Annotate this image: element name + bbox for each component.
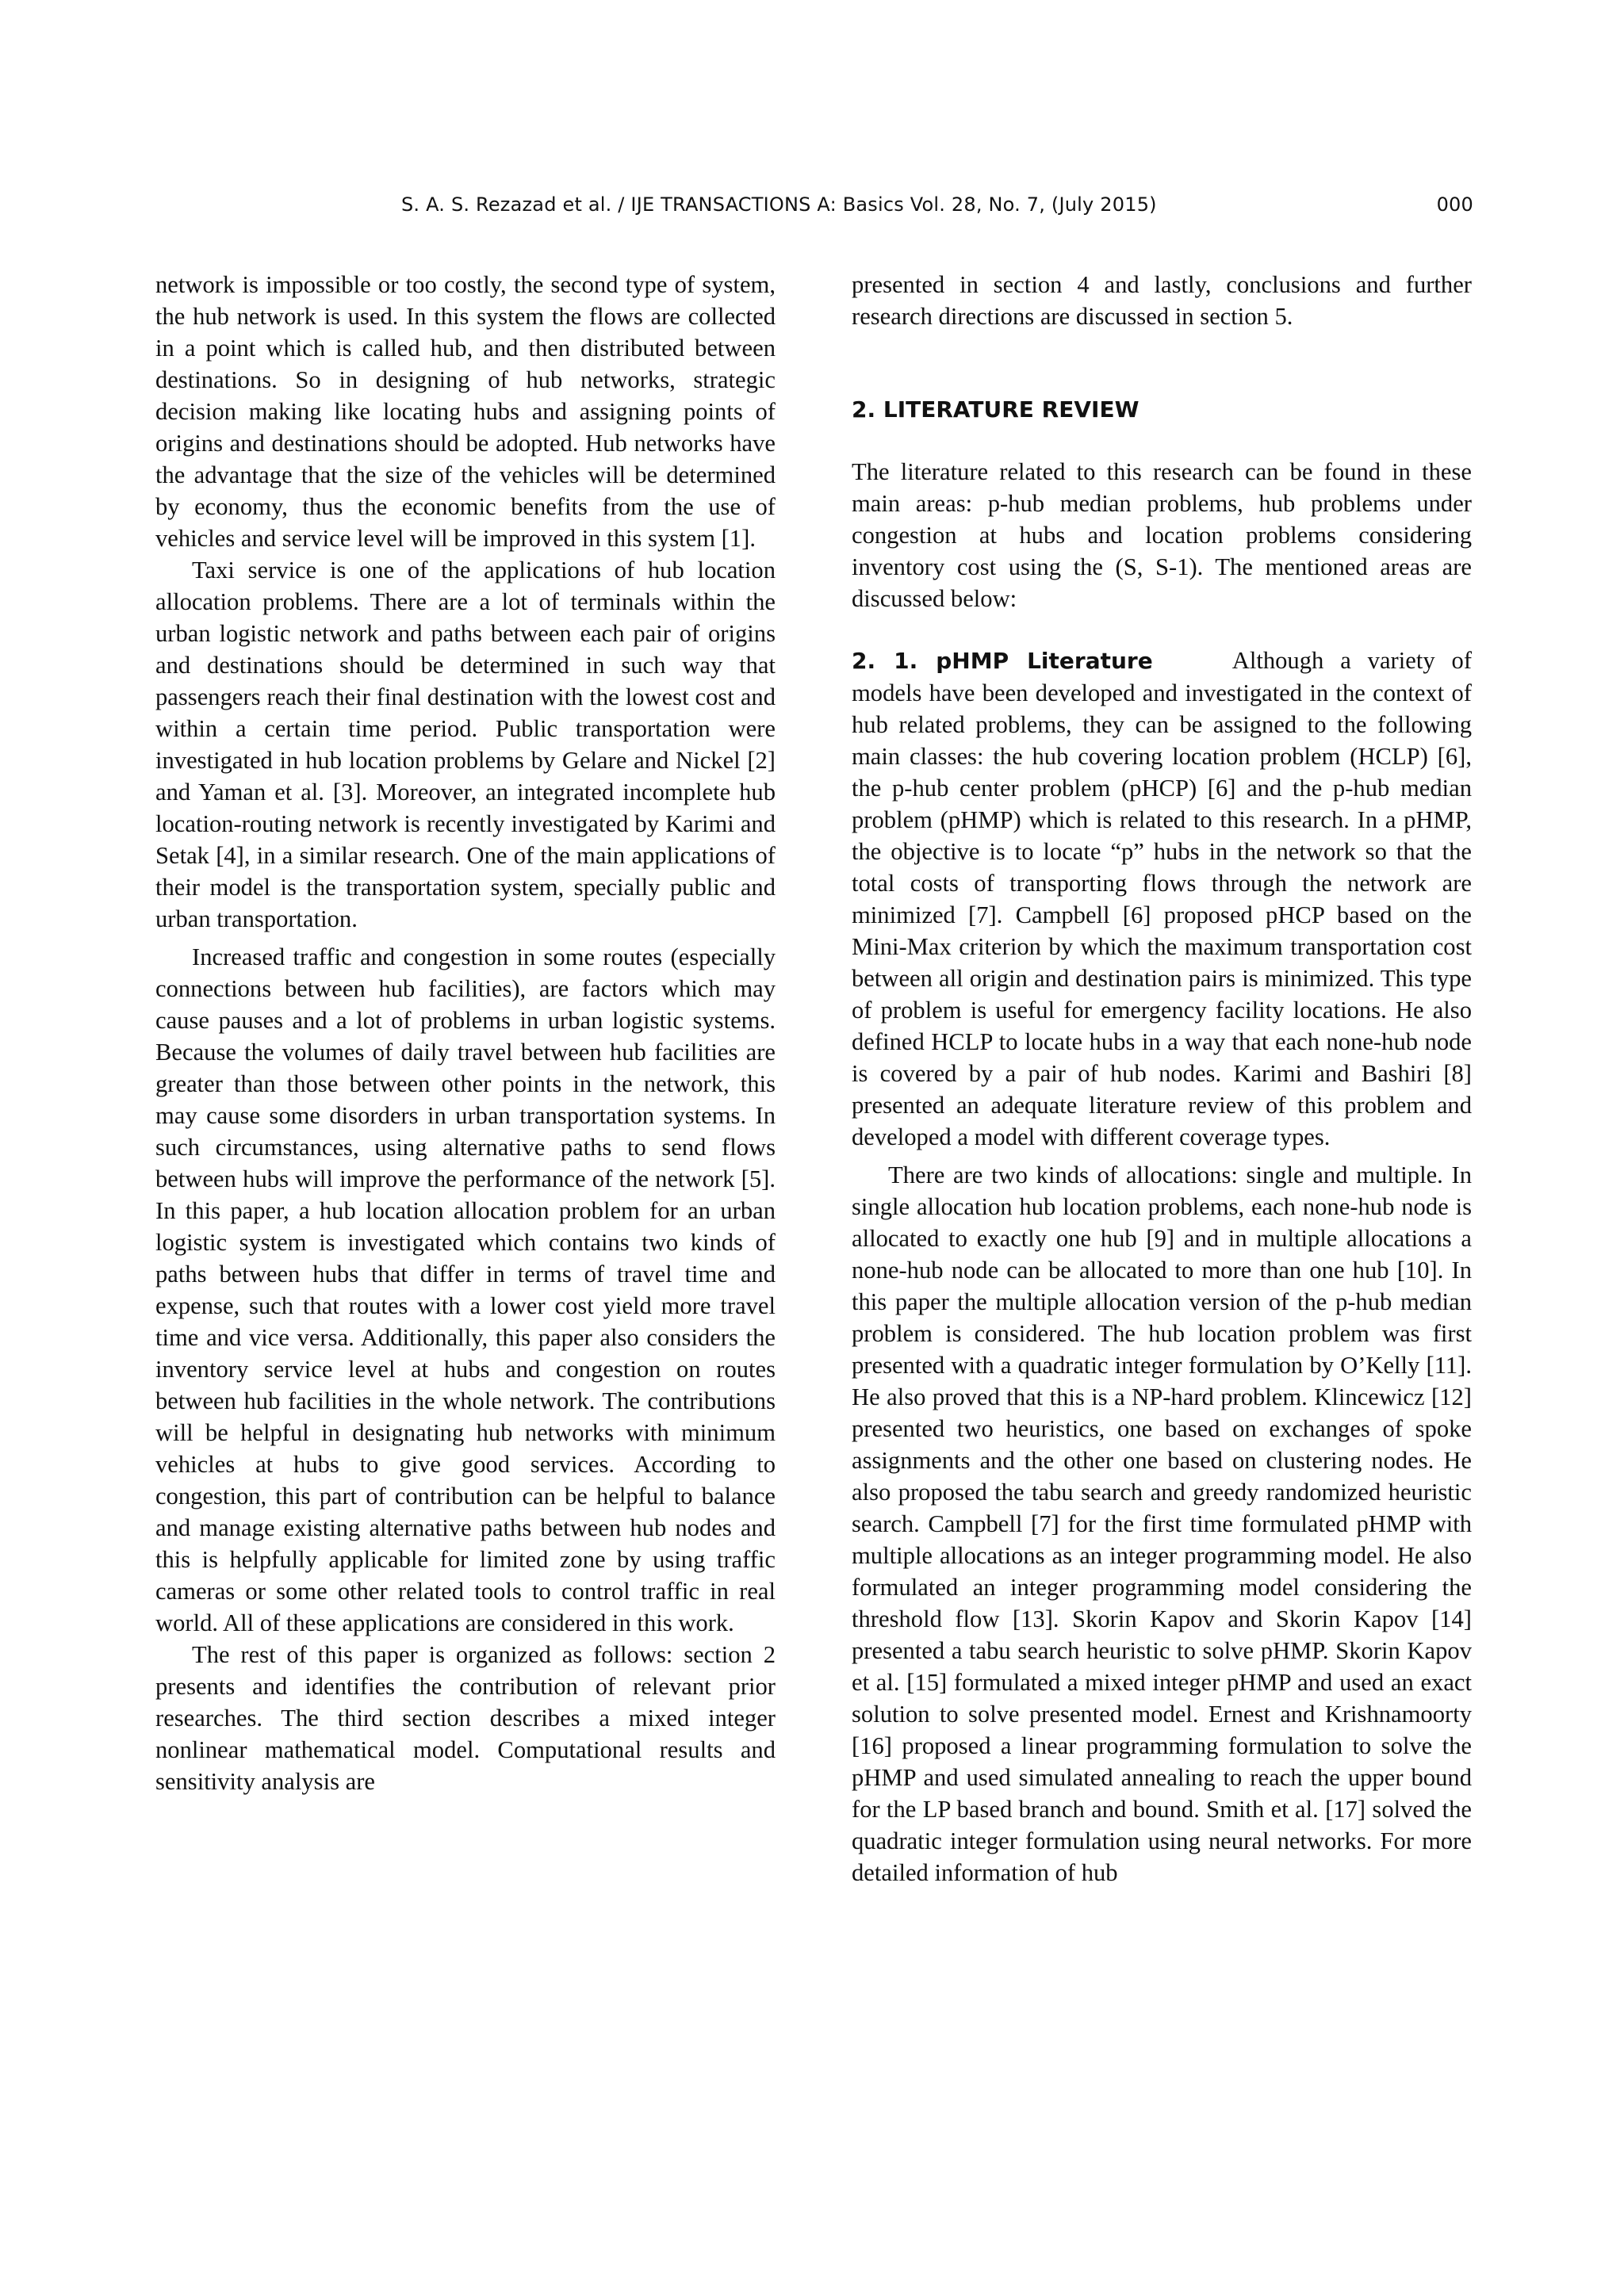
body-paragraph: network is impossible or too costly, the second type of system, the hub network is used. In this system the flows are collected in a point which is called hub, and then distributed between destinations. So in designing of hub networks, strategic decision making like locating hubs and assigning points of origins and destinations should be adopted. Hub networks have the advantage that the size of the vehicles will be determined by economy, thus the economic benefits from the use of vehicles and service level will be improved in this system [1]. xyxy=(155,271,776,552)
section-heading: 2. LITERATURE REVIEW xyxy=(852,396,1139,423)
body-paragraph: Taxi service is one of the applications of hub location allocation problems. There are a lot of terminals within the urban logistic network and paths between each pair of origins and destinations should be determined in such way that passengers reach their final destination with the lowest cost and within a certain time period. Public transportation were investigated in hub location problems by Gelare and Nickel [2] and Yaman et al. [3]. Moreover, an integrated incomplete hub location-routing network is recently investigated by Karimi and Setak [4], in a similar research. One of the main applications of their model is the transportation system, specially public and urban transportation. xyxy=(155,557,776,932)
body-paragraph: There are two kinds of allocations: single and multiple. In single allocation hub location problems, each none-hub node is allocated to exactly one hub [9] and in multiple allocations a none-hub node can be allocated to more than one hub [10]. In this paper the multiple allocation version of the p-hub median problem is considered. The hub location problem was first presented with a quadratic integer formulation by O’Kelly [11]. He also proved that this is a NP-hard problem. Klincewicz [12] presented two heuristics, one based on exchanges of spoke assignments and the other one based on clustering nodes. He also proposed the tabu search and greedy randomized heuristic search. Campbell [7] for the first time formulated pHMP with multiple allocations as an integer programming model. He also formulated an integer programming model considering the threshold flow [13]. Skorin Kapov and Skorin Kapov [14] presented a tabu search heuristic to solve pHMP. Skorin Kapov et al. [15] formulated a mixed integer pHMP and used an exact solution to solve presented model. Ernest and Krishnamoorty [16] proposed a linear programming formulation to solve the pHMP and used simulated annealing to reach the upper bound for the LP based branch and bound. Smith et al. [17] solved the quadratic integer formulation using neural networks. For more detailed information of hub xyxy=(852,1161,1472,1886)
running-title: S. A. S. Rezazad et al. / IJE TRANSACTIONS A: Basics Vol. 28, No. 7, (July 2015) xyxy=(401,193,1157,216)
running-header xyxy=(155,193,1473,225)
body-paragraph: Increased traffic and congestion in some routes (especially connections between hub facilities), are factors which may cause pauses and a lot of problems in urban logistic systems. Because the volumes of daily travel between hub facilities are greater than those between other points in the network, this may cause some disorders in urban transportation systems. In such circumstances, using alternative paths to send flows between hubs will improve the performance of the network [5]. In this paper, a hub location allocation problem for an urban logistic system is investigated which contains two kinds of paths between hubs that differ in terms of travel time and expense, such that routes with a lower cost yield more travel time and vice versa. Additionally, this paper also considers the inventory service level at hubs and congestion on routes between hub facilities in the whole network. The contributions will be helpful in designating hub networks with minimum vehicles at hubs to give good services. According to congestion, this part of contribution can be helpful to balance and manage existing alternative paths between hub nodes and this is helpfully applicable for limited zone by using traffic cameras or some other related tools to control traffic in real world. All of these applications are considered in this work. xyxy=(155,943,776,1636)
subsection-body: Although a variety of models have been developed and investigated in the context of hub related problems, they can be assigned to the following main classes: the hub covering location problem (HCLP) [6], the p-hub center problem (pHCP) [6] and the p-hub median problem (pHMP) which is related to this research. In a pHMP, the objective is to locate “p” hubs in the network so that the total costs of transporting flows through the network are minimized [7]. Campbell [6] proposed pHCP based on the Mini-Max criterion by which the maximum transportation cost between all origin and destination pairs is minimized. This type of problem is useful for emergency facility locations. He also defined HCLP to locate hubs in a way that each none-hub node is covered by a pair of hub nodes. Karimi and Bashiri [8] presented an adequate literature review of this problem and developed a model with different coverage types. xyxy=(852,647,1473,1150)
page-number: 000 xyxy=(1436,193,1473,216)
left-column xyxy=(155,269,776,1797)
body-paragraph: The literature related to this research can be found in these main areas: p-hub median problems, hub problems under congestion at hubs and location problems considering inventory cost using the (S, S-1). The mentioned areas are discussed below: xyxy=(852,458,1472,612)
subsection-heading: 2. 1. pHMP Literature xyxy=(852,648,1153,674)
body-paragraph: The rest of this paper is organized as follows: section 2 presents and identifies the contribution of relevant prior researches. The third section describes a mixed integer nonlinear mathematical model. Computational results and sensitivity analysis are xyxy=(155,1641,776,1795)
body-paragraph: presented in section 4 and lastly, conclusions and further research directions are discussed in section 5. xyxy=(852,271,1472,330)
right-column xyxy=(852,269,1472,1888)
subsection-paragraph xyxy=(852,645,1472,1153)
